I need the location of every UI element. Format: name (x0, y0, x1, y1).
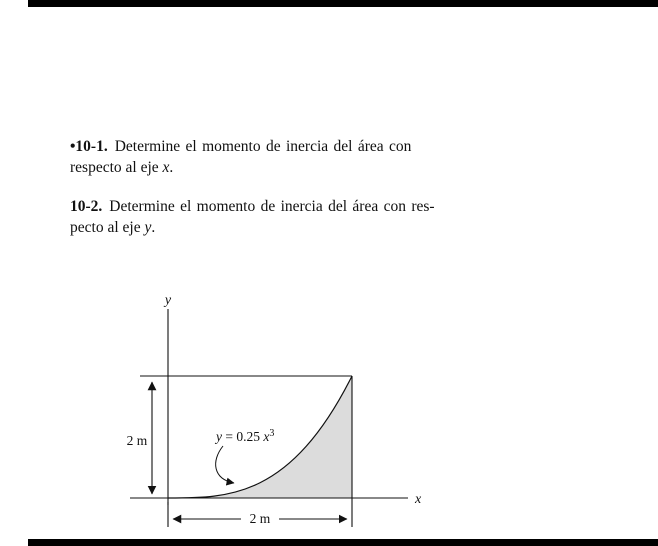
problem-10-2-variable: y (144, 219, 152, 236)
height-dimension-label: 2 m (126, 433, 148, 448)
problem-10-2-line2-text: pecto al eje (70, 219, 145, 236)
curve-eq-lhs: y (216, 429, 222, 444)
problem-10-1-line2 (70, 159, 173, 176)
width-dimension-label: 2 m (249, 511, 271, 526)
problems-block (70, 136, 490, 256)
problem-10-2-period: . (151, 219, 156, 236)
problem-10-1 (70, 136, 490, 178)
x-axis-label: x (415, 492, 422, 507)
problem-10-1-variable: x (162, 159, 170, 176)
y-axis-label: y (164, 293, 172, 308)
problem-10-1-number: •10-1. (70, 138, 108, 155)
problem-10-1-line1: Determine el momento de inercia del área con (114, 138, 412, 155)
curve-eq-rhs: x (263, 429, 270, 444)
inertia-figure (112, 293, 452, 545)
curve-eq-mid: = 0.25 (222, 429, 264, 444)
top-rule (28, 0, 658, 7)
curve-equation-label (214, 428, 274, 444)
problem-10-2-number: 10-2. (70, 198, 103, 215)
problem-10-1-period: . (169, 159, 174, 176)
problem-10-1-line2-text: respecto al eje (70, 159, 163, 176)
problem-10-2-line2 (70, 219, 155, 236)
curve-eq-exponent: 3 (269, 428, 275, 439)
leader-arrow (216, 446, 234, 483)
problem-10-2 (70, 196, 490, 238)
problem-10-2-line1: Determine el momento de inercia del área con res- (109, 198, 435, 215)
